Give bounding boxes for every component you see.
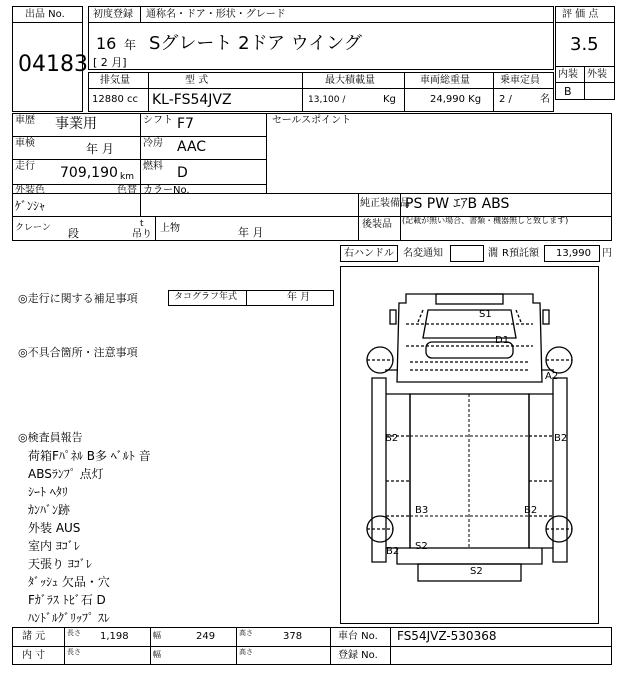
cargo-left-side — [372, 378, 386, 562]
color-no-label: 色替 — [117, 185, 137, 196]
name-change-box — [450, 245, 484, 262]
damage-mark: D1 — [495, 335, 510, 346]
max-load-unit: Kg — [383, 94, 396, 105]
crane-t: t — [140, 219, 144, 229]
cargo-left-panel — [386, 394, 410, 548]
cargo-right-side — [553, 378, 567, 562]
model-header-label: 通称名・ドア・形状・グレード — [146, 9, 286, 20]
color-code-label: カラーNo. — [143, 185, 190, 196]
damage-mark: S1 — [479, 309, 492, 320]
damage-mark: B2 — [524, 505, 538, 516]
first-reg-label: 初度登録 — [93, 9, 133, 20]
sales-point-label: セールスポイント — [272, 115, 352, 126]
score-value: 3.5 — [570, 34, 599, 55]
inspector-line: ﾀﾞｯｼｭ 欠品・穴 — [28, 575, 110, 589]
displacement-label: 排気量 — [100, 75, 130, 86]
fuel-value: D — [177, 165, 188, 181]
name-change-label: 名変通知 — [403, 248, 443, 259]
inspector-line: 天張り ﾖｺﾞﾚ — [28, 557, 92, 571]
reg-year-unit: 年 — [124, 38, 137, 52]
history-value: 事業用 — [55, 116, 97, 132]
cab-roof — [436, 294, 503, 304]
reg-no-label: 登録 No. — [338, 650, 378, 661]
equipment-value: PS PW ｴｱB ABS — [405, 196, 510, 212]
inspector-line: ABSﾗﾝﾌﾟ 点灯 — [28, 467, 104, 481]
capacity-unit: 名 — [540, 94, 550, 105]
inspector-line: ｼｰﾄ ﾍﾀﾘ — [28, 485, 68, 499]
gvw-label: 車両総重量 — [420, 75, 470, 86]
capacity-label: 乗車定員 — [500, 75, 540, 86]
inner-width-label: 幅 — [153, 650, 161, 659]
damage-mark: B2 — [554, 433, 568, 444]
aftermarket-label: 後装品 — [362, 219, 392, 230]
gvw-value: 24,990 Kg — [430, 94, 482, 105]
inner-height-label: 高さ — [239, 648, 253, 656]
fuel-label: 燃料 — [143, 161, 163, 172]
recycle-deposit-label: R預託額 — [502, 248, 539, 259]
damage-mark: B2 — [385, 433, 399, 444]
recycle-unit: 円 — [602, 248, 612, 259]
displacement-value: 12880 cc — [92, 94, 138, 105]
inspector-lines — [28, 447, 151, 627]
length-label: 長さ — [67, 629, 81, 637]
cargo-right-panel — [529, 394, 553, 548]
history-label: 車歴 — [15, 115, 35, 126]
width-value: 249 — [196, 631, 216, 642]
damage-mark: B3 — [415, 505, 429, 516]
equipment-label: 純正装備品 — [360, 198, 410, 209]
lot-label: 出品 No. — [25, 9, 65, 20]
height-label: 高さ — [239, 629, 253, 637]
score-label: 評 価 点 — [562, 9, 599, 20]
damage-mark: A2 — [545, 371, 559, 382]
crane-label: クレーン — [15, 223, 51, 233]
color-label: 外装色 — [15, 185, 45, 196]
inner-length-label: 長さ — [67, 648, 81, 656]
damage-mark: S2 — [415, 541, 428, 552]
inspector-line: 荷箱Fﾊﾟﾈﾙ B多 ﾍﾞﾙﾄ 音 — [28, 449, 151, 463]
shift-label: シフト — [143, 115, 173, 126]
mileage-label: 走行 — [15, 161, 35, 172]
tacho-label: タコグラフ年式 — [174, 292, 238, 302]
exterior-label: 外装 — [587, 69, 607, 80]
reg-month: [ 2 月] — [93, 56, 127, 69]
recycle-label: 㵎 — [488, 248, 498, 259]
interior-label: 内装 — [558, 69, 578, 80]
defects-label: ◎不具合箇所・注意事項 — [18, 346, 138, 359]
damage-mark: S2 — [470, 566, 483, 577]
aftermarket-note: (記載が無い場合、書類・機器無しと致します) — [402, 216, 569, 225]
interior-grade: B — [564, 85, 572, 98]
length-value: 1,198 — [100, 631, 129, 642]
reg-year: 16 — [96, 34, 117, 53]
max-load-label: 最大積載量 — [325, 75, 375, 86]
height-value: 378 — [283, 631, 303, 642]
crane-tsuri: 吊り — [132, 229, 152, 240]
inspector-line: ｶﾝﾊﾞﾝ跡 — [28, 503, 71, 517]
inspection-label: 車検 — [15, 138, 35, 149]
type-label: 型 式 — [185, 75, 209, 86]
right-hand-label: 右ハンドル — [344, 248, 394, 259]
color-value: ｹﾞﾝｼｬ — [15, 199, 46, 213]
inner-dim-label: 内 寸 — [22, 650, 46, 661]
crane-dan: 段 — [68, 227, 79, 240]
recycle-deposit-value: 13,990 — [556, 248, 591, 259]
driving-notes-label: ◎走行に関する補足事項 — [18, 292, 138, 305]
ac-label: 冷房 — [143, 138, 163, 149]
specs-footer-label: 諸 元 — [22, 631, 46, 642]
ac-value: AAC — [177, 139, 207, 155]
capacity-value: 2 / — [499, 94, 512, 105]
lot-number: 04183 — [18, 52, 88, 77]
mileage-unit: km — [120, 172, 134, 182]
max-load-value: 13,100 / — [308, 95, 346, 105]
inspector-line: 室内 ﾖｺﾞﾚ — [28, 539, 80, 553]
lift-label: 上物 — [160, 223, 180, 234]
inspector-line: Fｶﾞﾗｽ ﾄﾋﾞ石 D — [28, 593, 106, 607]
tacho-date: 年 月 — [287, 292, 311, 303]
damage-mark: B2 — [386, 546, 400, 557]
chassis-value: FS54JVZ-530368 — [397, 629, 497, 643]
inspector-report-label: ◎検査員報告 — [18, 431, 83, 444]
mileage-value: 709,190 — [60, 165, 118, 181]
width-label: 幅 — [153, 631, 161, 640]
chassis-label: 車台 No. — [338, 631, 378, 642]
inspector-line: ﾊﾝﾄﾞﾙｸﾞﾘｯﾌﾟ ｽﾚ — [28, 611, 110, 625]
inspector-line: 外装 AUS — [28, 521, 81, 535]
lift-date: 年 月 — [238, 226, 264, 239]
shift-value: F7 — [177, 116, 194, 132]
model-name: Sグレート 2ドア ウイング — [149, 33, 362, 54]
type-code: KL-FS54JVZ — [152, 92, 232, 108]
inspection-value: 年 月 — [86, 142, 114, 156]
